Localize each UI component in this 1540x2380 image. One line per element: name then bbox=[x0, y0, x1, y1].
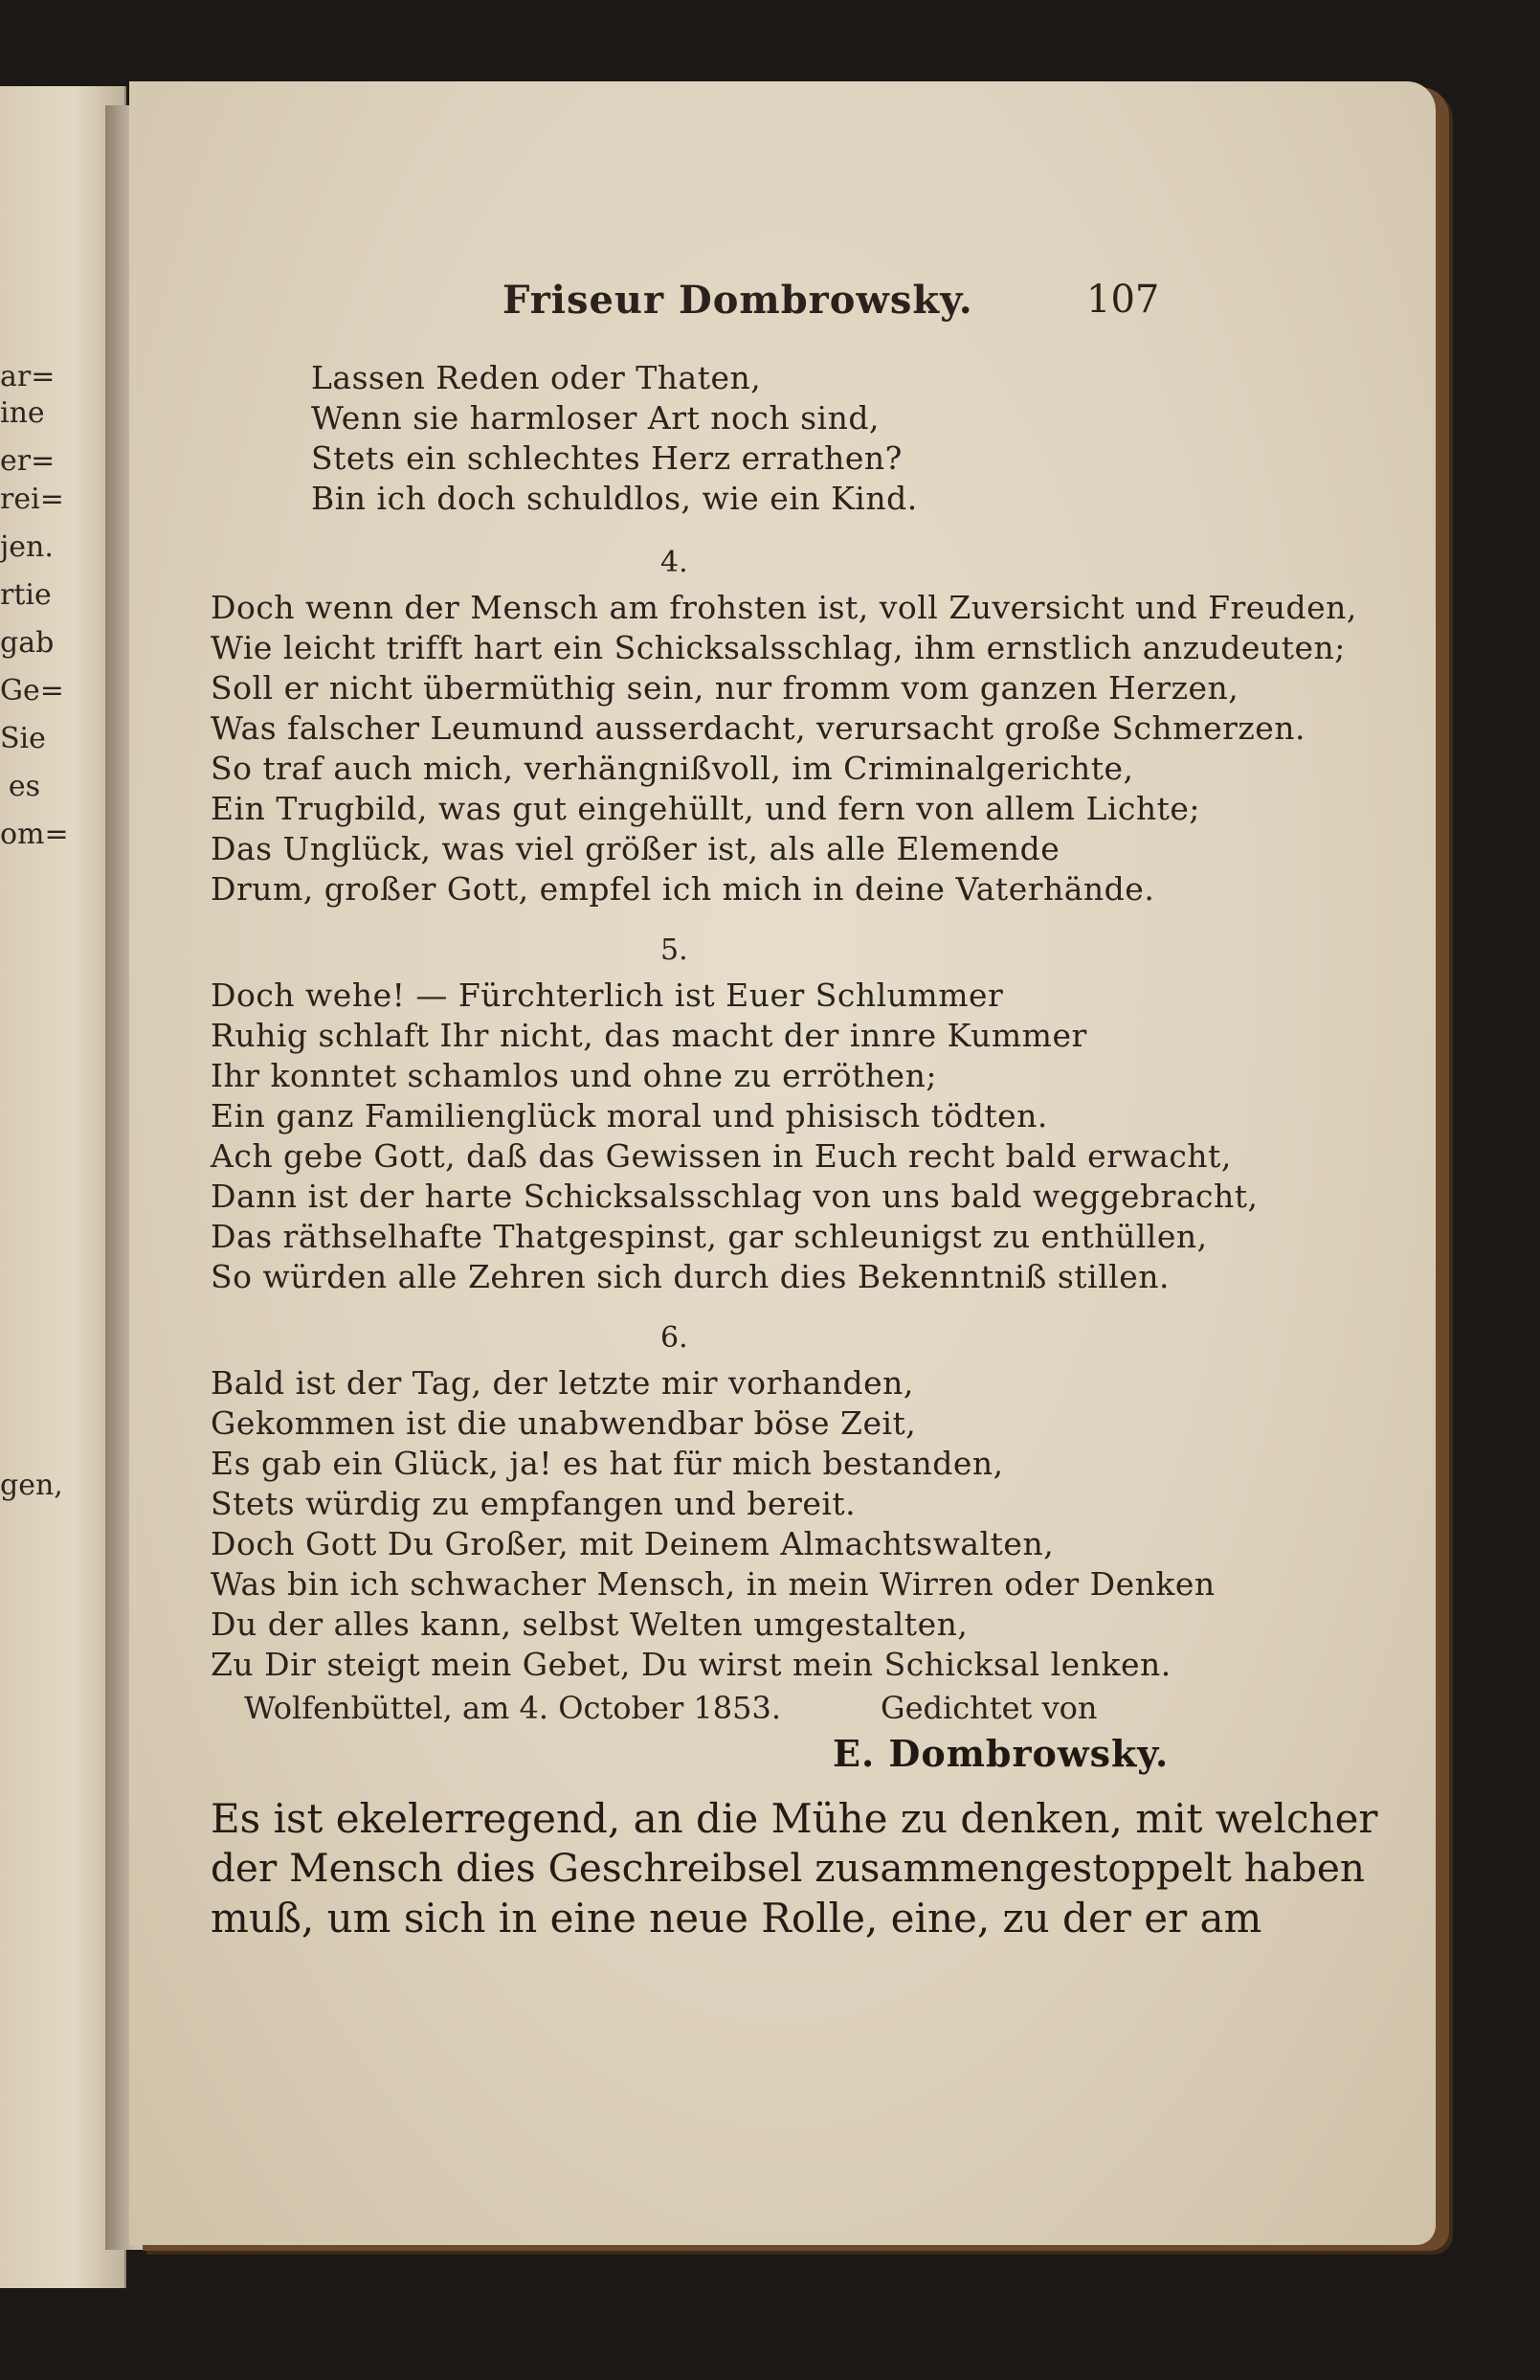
verse-line: Stets würdig zu empfangen und bereit. bbox=[211, 1485, 857, 1522]
verse-line: So traf auch mich, verhängnißvoll, im Criminalgerichte, bbox=[211, 750, 1134, 787]
verse-line: Soll er nicht übermüthig sein, nur fromm vom ganzen Herzen, bbox=[211, 669, 1239, 707]
verse-line: Doch wenn der Mensch am frohsten ist, voll Zuversicht und Freuden, bbox=[211, 589, 1357, 626]
verse-line: Gekommen ist die unabwendbar böse Zeit, bbox=[211, 1404, 917, 1442]
verse-line: So würden alle Zehren sich durch dies Bekenntniß stillen. bbox=[211, 1258, 1170, 1295]
prose-line: muß, um sich in eine neue Rolle, eine, zu der er am bbox=[211, 1895, 1262, 1942]
signature-place-date: Wolfenbüttel, am 4. October 1853. bbox=[244, 1690, 782, 1726]
verse-line: Bald ist der Tag, der letzte mir vorhanden, bbox=[211, 1364, 914, 1402]
left-fragment: rtie bbox=[0, 578, 52, 612]
prose-line: der Mensch dies Geschreibsel zusammengestoppelt haben bbox=[211, 1845, 1365, 1891]
stanza-number: 6. bbox=[660, 1321, 688, 1355]
verse-line: Das räthselhafte Thatgespinst, gar schleunigst zu enthüllen, bbox=[211, 1218, 1208, 1255]
verse-line: Wie leicht trifft hart ein Schicksalsschlag, ihm ernstlich anzudeuten; bbox=[211, 629, 1346, 666]
left-fragment: ine bbox=[0, 396, 45, 430]
left-fragment: om= bbox=[0, 818, 69, 851]
verse-line: Lassen Reden oder Thaten, bbox=[311, 359, 762, 396]
verse-line: Ruhig schlaft Ihr nicht, das macht der innre Kummer bbox=[211, 1017, 1087, 1054]
signature-by: Gedichtet von bbox=[881, 1690, 1098, 1726]
verse-line: Wenn sie harmloser Art noch sind, bbox=[311, 399, 880, 437]
running-title: Friseur Dombrowsky. bbox=[502, 278, 973, 323]
prose-line: Es ist ekelerregend, an die Mühe zu denken, mit welcher bbox=[211, 1795, 1378, 1842]
left-fragment: ar= bbox=[0, 360, 56, 393]
verse-line: Stets ein schlechtes Herz errathen? bbox=[311, 439, 903, 477]
verse-line: Doch Gott Du Großer, mit Deinem Almachtswalten, bbox=[211, 1525, 1055, 1562]
left-fragment: gab bbox=[0, 626, 55, 660]
verse-line: Drum, großer Gott, empfel ich mich in deine Vaterhände. bbox=[211, 870, 1155, 908]
verse-line: Das Unglück, was viel größer ist, als alle Elemende bbox=[211, 830, 1060, 867]
verse-line: Ach gebe Gott, daß das Gewissen in Euch recht bald erwacht, bbox=[211, 1137, 1232, 1175]
verse-line: Ein ganz Familienglück moral und phisisch tödten. bbox=[211, 1097, 1048, 1134]
left-fragment: rei= bbox=[0, 483, 64, 516]
stanza-number: 4. bbox=[660, 546, 688, 579]
verse-line: Zu Dir steigt mein Gebet, Du wirst mein Schicksal lenken. bbox=[211, 1646, 1172, 1683]
book-page bbox=[129, 81, 1436, 2245]
page-header bbox=[129, 278, 1436, 335]
verse-line: Was bin ich schwacher Mensch, in mein Wirren oder Denken bbox=[211, 1565, 1216, 1603]
stanza-number: 5. bbox=[660, 933, 688, 967]
verse-line: Doch wehe! — Fürchterlich ist Euer Schlummer bbox=[211, 977, 1004, 1014]
page-number: 107 bbox=[1086, 278, 1160, 322]
verse-line: Ihr konntet schamlos und ohne zu erröthen; bbox=[211, 1057, 937, 1094]
left-fragment: gen, bbox=[0, 1469, 63, 1502]
verse-line: Es gab ein Glück, ja! es hat für mich bestanden, bbox=[211, 1445, 1004, 1482]
left-fragment: jen. bbox=[0, 530, 54, 564]
left-fragment: Sie bbox=[0, 722, 46, 755]
verse-line: Was falscher Leumund ausserdacht, verursacht große Schmerzen. bbox=[211, 709, 1306, 747]
left-fragment: es bbox=[8, 770, 40, 803]
verse-line: Bin ich doch schuldlos, wie ein Kind. bbox=[311, 480, 918, 517]
signature-name: E. Dombrowsky. bbox=[833, 1732, 1170, 1775]
left-fragment: er= bbox=[0, 444, 56, 478]
left-fragment: Ge= bbox=[0, 674, 64, 707]
verse-line: Ein Trugbild, was gut eingehüllt, und fern von allem Lichte; bbox=[211, 790, 1201, 827]
verse-line: Dann ist der harte Schicksalsschlag von uns bald weggebracht, bbox=[211, 1178, 1259, 1215]
verse-line: Du der alles kann, selbst Welten umgestalten, bbox=[211, 1605, 969, 1643]
